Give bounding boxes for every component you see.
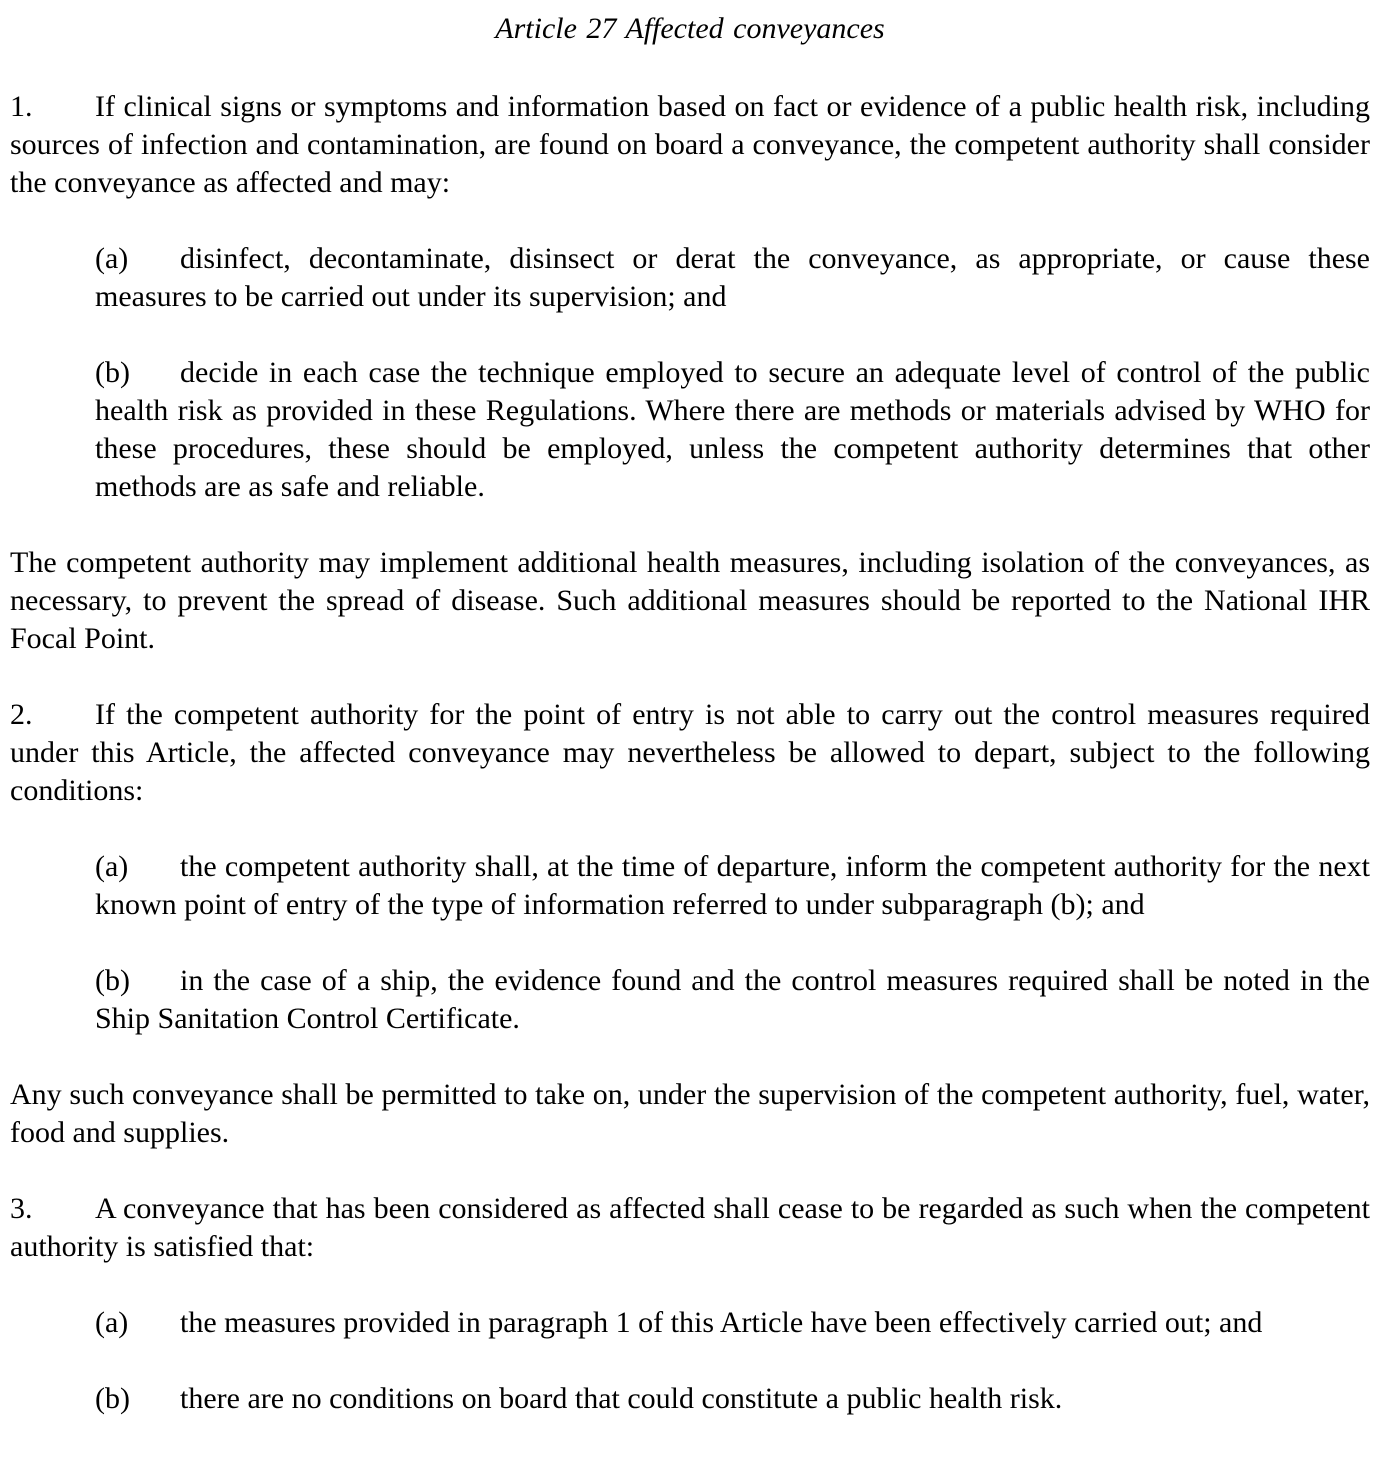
item-label: (a) xyxy=(95,242,129,275)
article-title: Article 27 Affected conveyances xyxy=(495,12,885,45)
paragraph-1-item-a xyxy=(95,240,1370,316)
paragraph-2-after: Any such conveyance shall be permitted to take on, under the supervision of the competent authority, fuel, water, food and supplies. xyxy=(10,1078,1370,1149)
paragraph-2 xyxy=(10,696,1370,810)
paragraph-3-item-b xyxy=(95,1380,1370,1418)
document-page xyxy=(10,10,1370,1418)
paragraph-3-item-a xyxy=(95,1304,1370,1342)
item-text: the measures provided in paragraph 1 of this Article have been effectively carried out; and xyxy=(180,1306,1263,1339)
item-label: (a) xyxy=(95,1306,129,1339)
item-label: (b) xyxy=(95,1382,130,1415)
item-text: in the case of a ship, the evidence found and the control measures required shall be noted in the Ship Sanitation Control Certificate. xyxy=(95,964,1370,1035)
paragraph-number: 1. xyxy=(10,90,33,123)
paragraph-2-item-a xyxy=(95,848,1370,924)
paragraph-text: A conveyance that has been considered as affected shall cease to be regarded as such when the competent authority is satisfied that: xyxy=(10,1192,1370,1263)
paragraph-number: 2. xyxy=(10,698,33,731)
item-text: decide in each case the technique employed to secure an adequate level of control of the public health risk as provided in these Regulations. Where there are methods or materials advised by WHO for these procedures, these should be employed, unless the competent authority determines that other methods are as safe and reliable. xyxy=(95,356,1370,503)
paragraph-text: If the competent authority for the point of entry is not able to carry out the control measures required under this Article, the affected conveyance may nevertheless be allowed to depart, subject to the following conditions: xyxy=(10,698,1370,807)
paragraph-2-item-b xyxy=(95,962,1370,1038)
paragraph-text: If clinical signs or symptoms and information based on fact or evidence of a public health risk, including sources of infection and contamination, are found on board a conveyance, the competent authority shall consider the conveyance as affected and may: xyxy=(10,90,1370,199)
paragraph-3 xyxy=(10,1190,1370,1266)
item-text: disinfect, decontaminate, disinsect or derat the conveyance, as appropriate, or cause these measures to be carried out under its supervision; and xyxy=(95,242,1370,313)
item-text: there are no conditions on board that could constitute a public health risk. xyxy=(180,1382,1063,1415)
item-label: (b) xyxy=(95,964,130,997)
paragraph-1-item-b xyxy=(95,354,1370,506)
paragraph-1 xyxy=(10,88,1370,202)
item-label: (b) xyxy=(95,356,130,389)
paragraph-1-after: The competent authority may implement additional health measures, including isolation of the conveyances, as necessary, to prevent the spread of disease. Such additional measures should be reported to the National IHR Focal Point. xyxy=(10,546,1370,655)
item-text: the competent authority shall, at the time of departure, inform the competent authority for the next known point of entry of the type of information referred to under subparagraph (b); and xyxy=(95,850,1370,921)
paragraph-number: 3. xyxy=(10,1192,33,1225)
item-label: (a) xyxy=(95,850,129,883)
